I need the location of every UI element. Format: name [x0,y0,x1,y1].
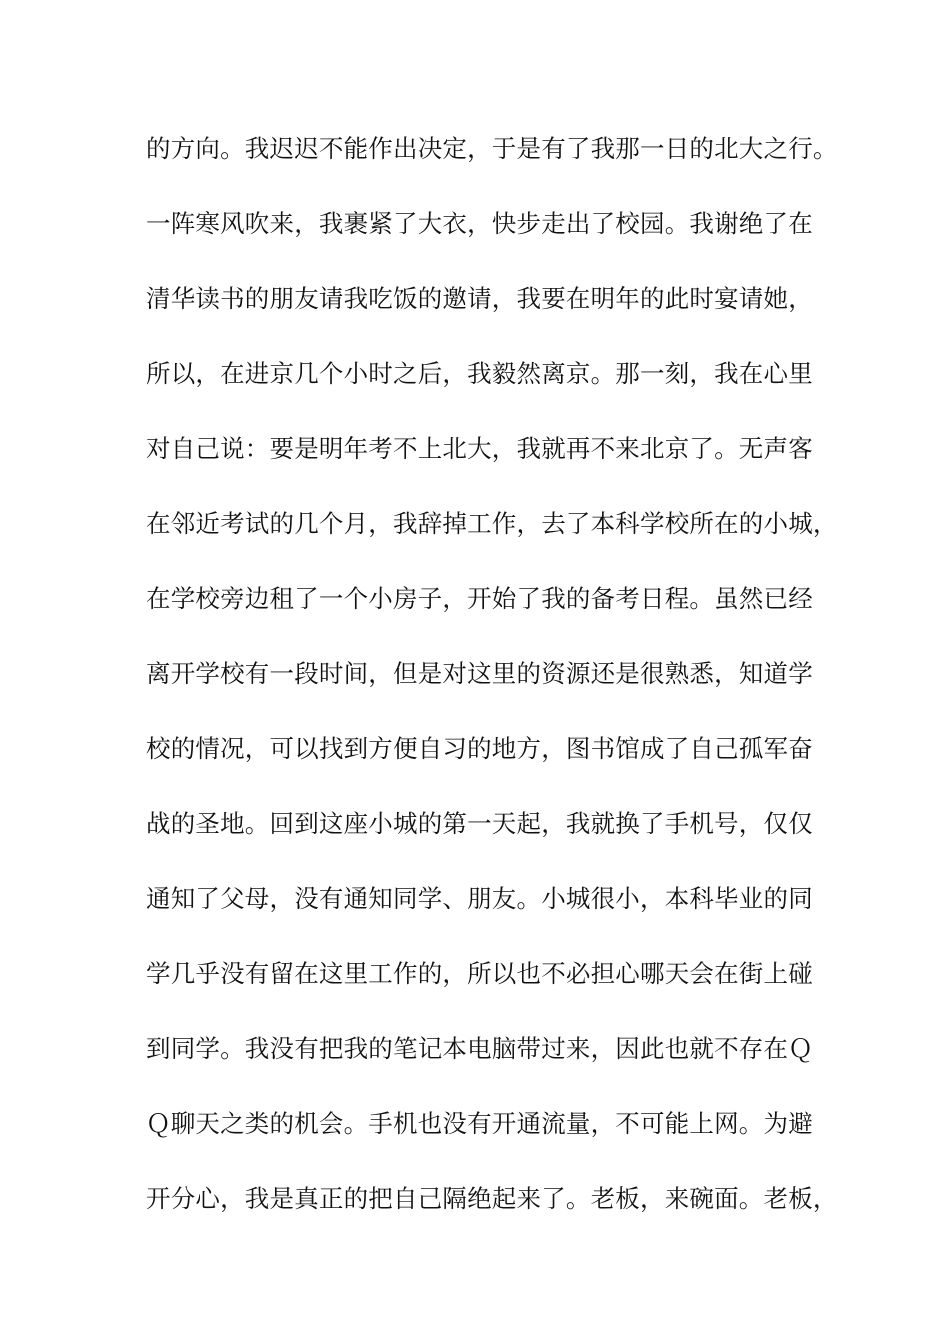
text-line-12: 学几乎没有留在这里工作的，所以也不必担心哪天会在街上碰 [146,959,813,988]
text-line-9: 校的情况，可以找到方便自习的地方，图书馆成了自己孤军奋 [146,734,813,763]
text-line-11: 通知了父母，没有通知同学、朋友。小城很小，本科毕业的同 [146,884,813,913]
body-text [146,128,836,1253]
text-line-13: 到同学。我没有把我的笔记本电脑带过来，因此也就不存在Ｑ [146,1034,813,1063]
text-line-1: 的方向。我迟迟不能作出决定，于是有了我那一日的北大之行。 [146,134,838,163]
text-line-2: 一阵寒风吹来，我裹紧了大衣，快步走出了校园。我谢绝了在 [146,209,813,238]
text-line-4: 所以，在进京几个小时之后，我毅然离京。那一刻，我在心里 [146,359,813,388]
text-line-15: 开分心，我是真正的把自己隔绝起来了。老板，来碗面。老板， [146,1184,838,1213]
text-line-8: 离开学校有一段时间，但是对这里的资源还是很熟悉，知道学 [146,659,813,688]
text-line-5: 对自己说：要是明年考不上北大，我就再不来北京了。无声客 [146,434,813,463]
text-line-7: 在学校旁边租了一个小房子，开始了我的备考日程。虽然已经 [146,584,813,613]
text-line-6: 在邻近考试的几个月，我辞掉工作，去了本科学校所在的小城， [146,509,838,538]
text-line-3: 清华读书的朋友请我吃饭的邀请，我要在明年的此时宴请她， [146,284,813,313]
text-line-10: 战的圣地。回到这座小城的第一天起，我就换了手机号，仅仅 [146,809,813,838]
text-line-14: Ｑ聊天之类的机会。手机也没有开通流量，不可能上网。为避 [146,1109,813,1138]
